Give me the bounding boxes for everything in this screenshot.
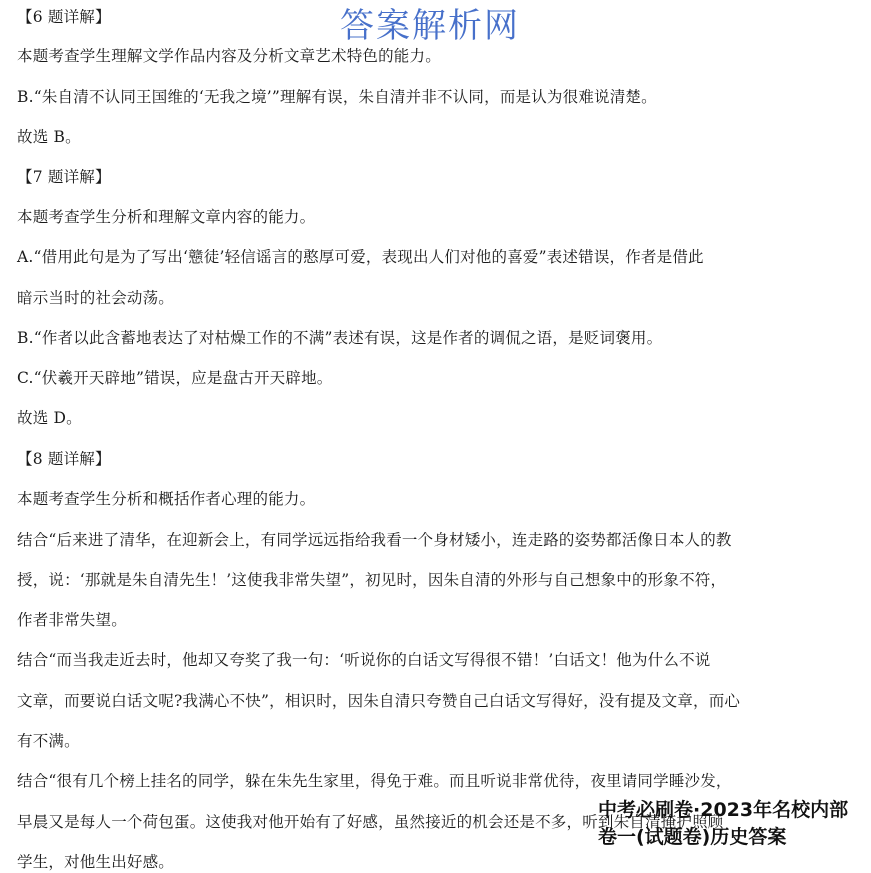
text-line: 早晨又是每人一个荷包蛋。这使我对他开始有了好感，虽然接近的机会还是不多，听到朱自清掩护照顾 [17,813,724,831]
watermark-bottom-line-1: 中考必刷卷·2023年名校内部 [598,799,849,821]
section-heading-7: 【7 题详解】 [17,168,111,186]
watermark-top: 答案解析网 [340,6,520,46]
text-line: 结合“很有几个榜上挂名的同学，躲在朱先生家里，得免于难。而且听说非常优待，夜里请同学睡沙发， [17,772,732,790]
text-line: 有不满。 [17,732,80,750]
text-line: 暗示当时的社会动荡。 [17,289,175,307]
text-line: B.“朱自清不认同王国维的‘无我之境’”理解有误，朱自清并非不认同，而是认为很难说清楚。 [17,88,657,106]
text-line: C.“伏羲开天辟地”错误，应是盘古开天辟地。 [17,369,333,387]
text-line: 本题考查学生分析和理解文章内容的能力。 [17,208,316,226]
answer-line: 故选 D。 [17,409,82,427]
text-line: 本题考查学生分析和概括作者心理的能力。 [17,490,316,508]
text-line: 授，说：‘那就是朱自清先生！’这使我非常失望”，初见时，因朱自清的外形与自己想象中的形象不符， [17,571,727,589]
section-heading-6: 【6 题详解】 [17,8,111,26]
text-line: 结合“后来进了清华，在迎新会上，有同学远远指给我看一个身材矮小，连走路的姿势都活像日本人的教 [17,531,732,549]
text-line: B.“作者以此含蓄地表达了对枯燥工作的不满”表述有误，这是作者的调侃之语，是贬词褒用。 [17,329,663,347]
text-line: A.“借用此句是为了写出‘戆徒’轻信谣言的憨厚可爱，表现出人们对他的喜爱”表述错误，作者是借此 [17,248,704,266]
watermark-bottom [598,797,848,851]
answer-line: 故选 B。 [17,128,81,146]
text-line: 作者非常失望。 [17,611,127,629]
text-line: 结合“而当我走近去时，他却又夸奖了我一句：‘听说你的白话文写得很不错！’白话文！他为什么不说 [17,651,711,669]
watermark-bottom-line-2: 卷一(试题卷)历史答案 [598,826,787,848]
text-line: 文章，而要说白话文呢?我满心不快”，相识时，因朱自清只夸赞自己白话文写得好，没有提及文章，而心 [17,692,741,710]
text-line: 学生，对他生出好感。 [17,853,175,871]
section-heading-8: 【8 题详解】 [17,450,111,468]
text-line: 本题考查学生理解文学作品内容及分析文章艺术特色的能力。 [17,47,441,65]
